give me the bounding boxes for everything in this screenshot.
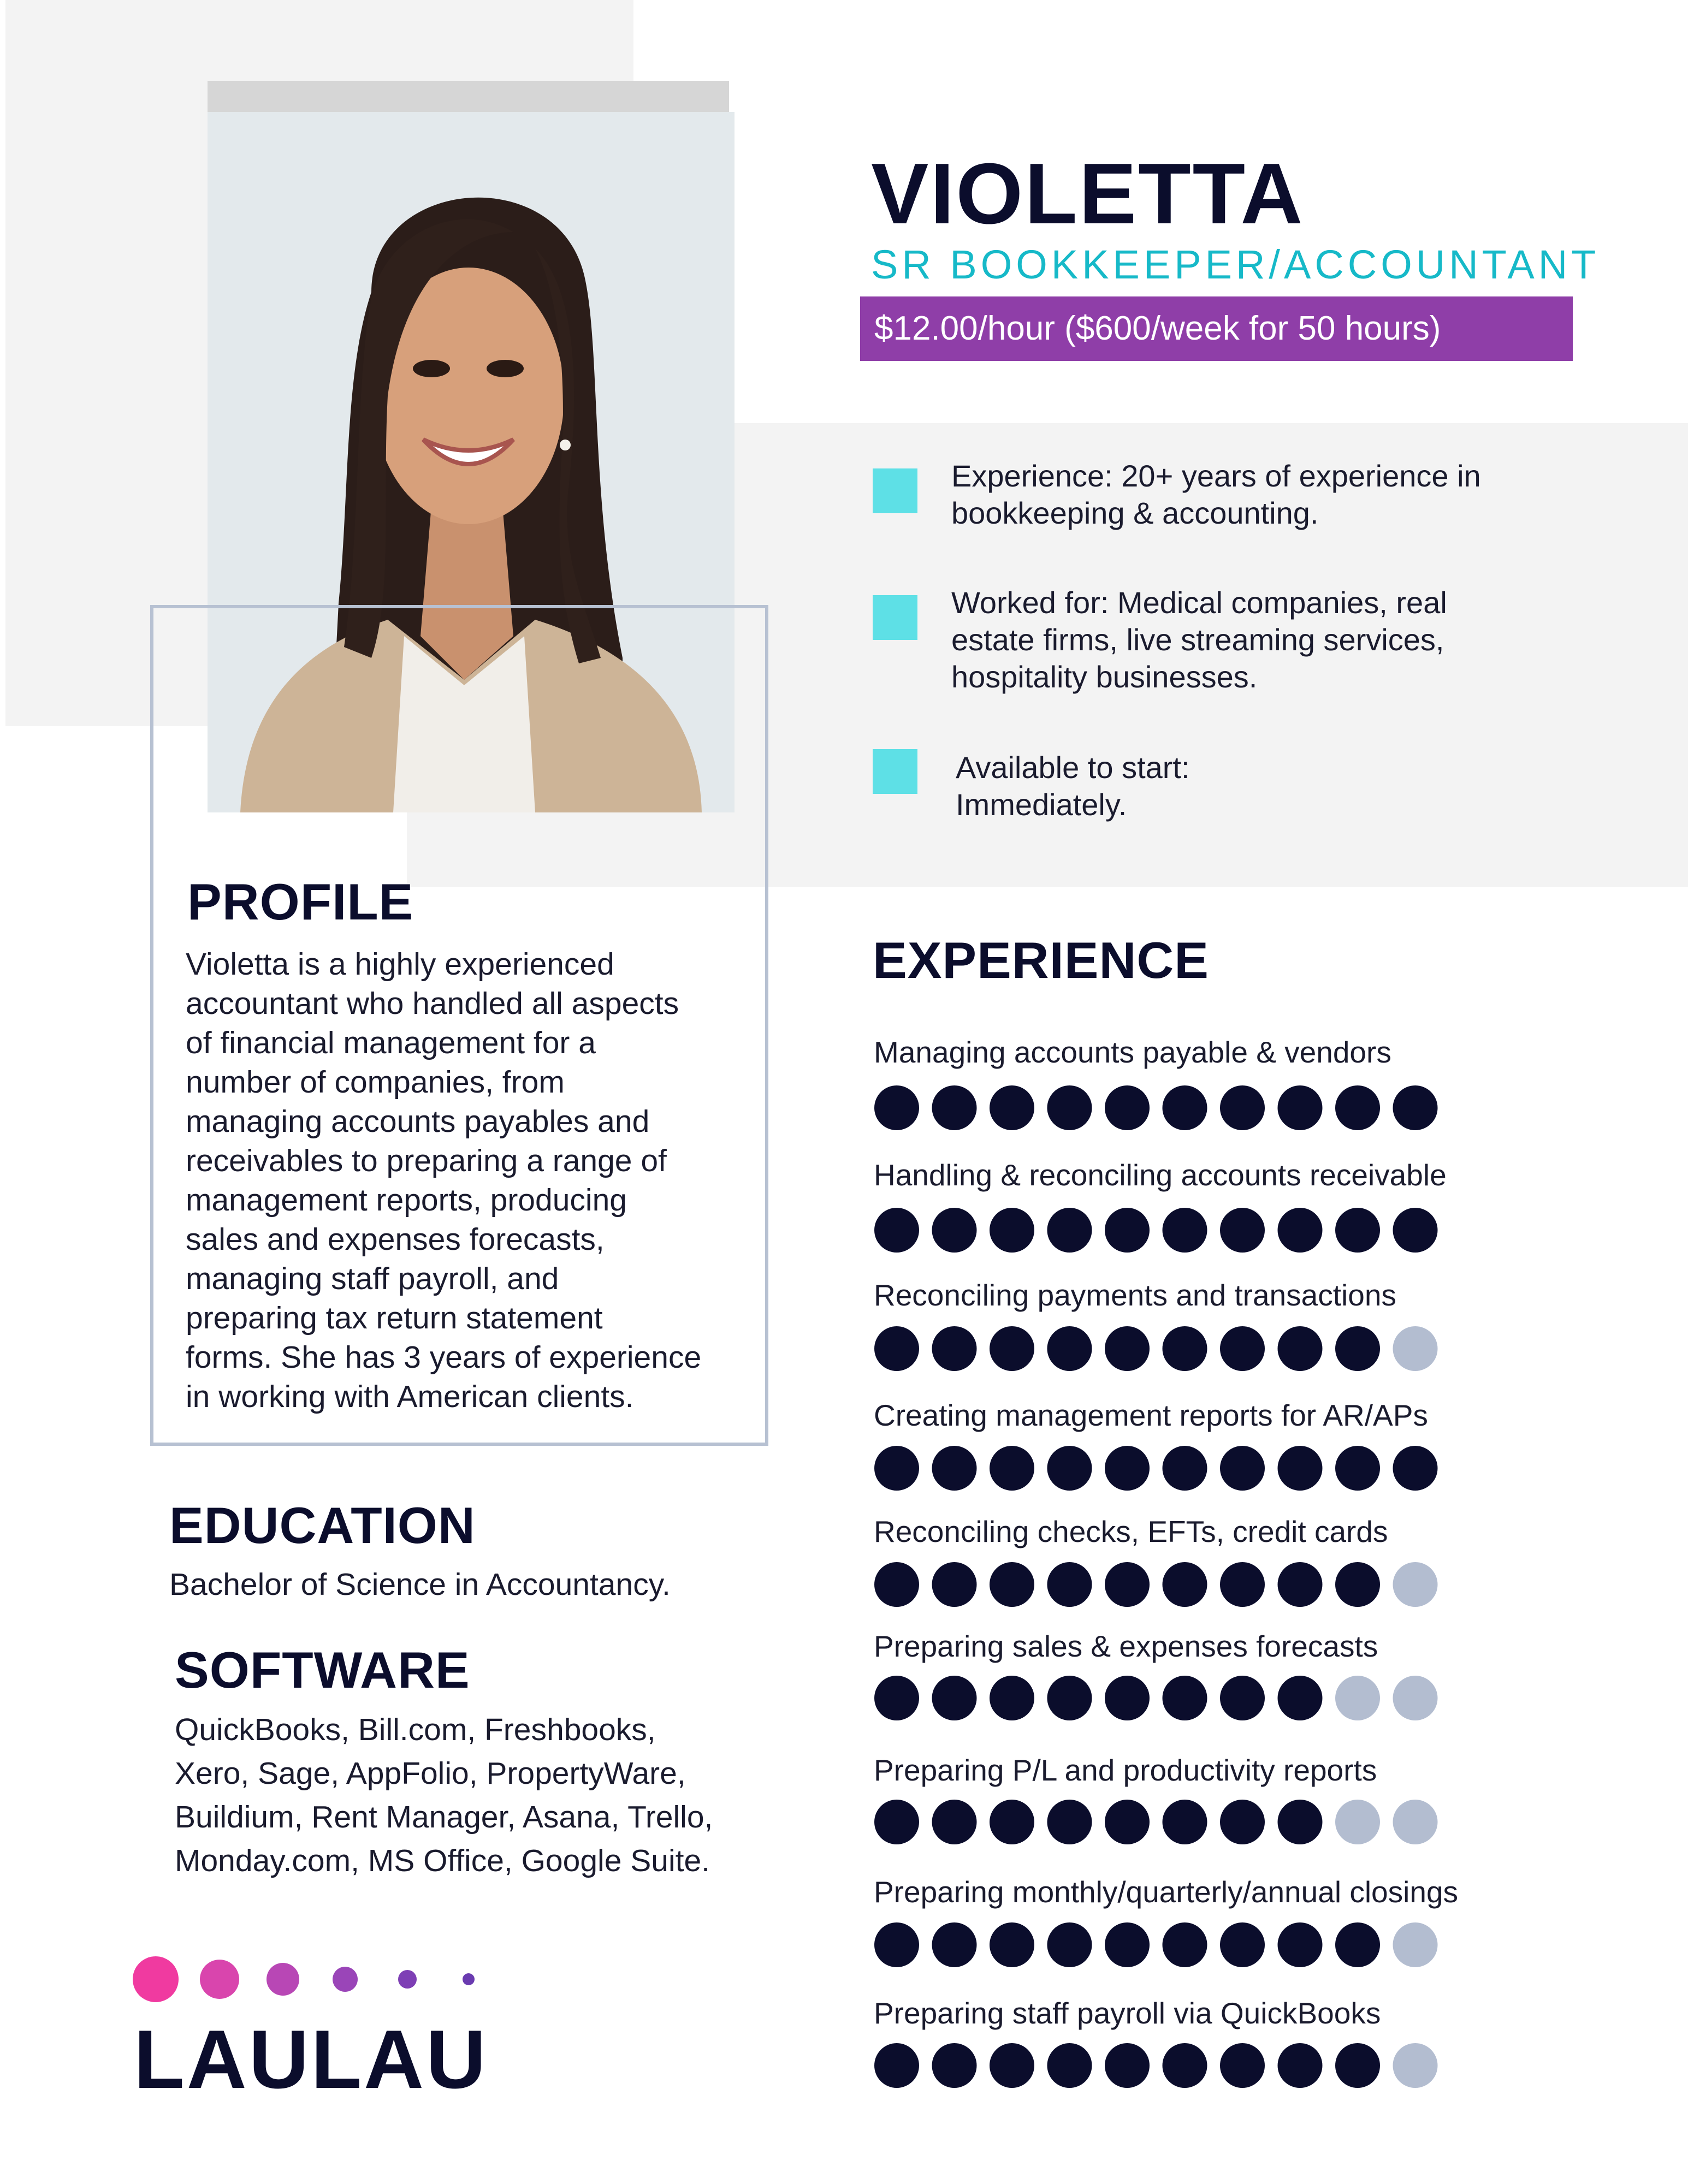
rating-dot-filled	[1220, 1446, 1265, 1491]
rating-dot-filled	[932, 1208, 977, 1253]
rating-dot-filled	[932, 1676, 977, 1720]
rating-dot-filled	[932, 1922, 977, 1967]
rating-dot-filled	[1105, 1446, 1150, 1491]
profile-line: forms. She has 3 years of experience	[186, 1340, 702, 1375]
company-logo: LAULAU	[134, 2013, 488, 2106]
rating-dot-filled	[1278, 1085, 1323, 1130]
rating-dot-filled	[1220, 1922, 1265, 1967]
skill-label: Preparing P/L and productivity reports	[874, 1753, 1377, 1787]
rate-badge: $12.00/hour ($600/week for 50 hours)	[860, 296, 1573, 361]
rating-dots	[874, 2043, 1447, 2088]
rating-dots	[874, 1326, 1447, 1372]
rating-dot-filled	[990, 1326, 1034, 1371]
rating-dot-filled	[874, 1562, 919, 1607]
rating-dot-filled	[874, 1085, 919, 1130]
rating-dot-filled	[1335, 1446, 1380, 1491]
skill-label: Preparing monthly/quarterly/annual closings	[874, 1875, 1459, 1909]
rating-dot-filled	[1335, 1208, 1380, 1253]
logo-dot	[463, 1973, 475, 1985]
rating-dot-filled	[990, 2043, 1034, 2088]
rating-dot-filled	[990, 1800, 1034, 1844]
highlight-experience-line-1: Experience: 20+ years of experience in	[951, 459, 1481, 493]
rating-dot-filled	[932, 1800, 977, 1844]
rating-dot-filled	[1278, 1208, 1323, 1253]
rating-dot-filled	[1393, 1446, 1438, 1491]
rating-dot-empty	[1393, 1922, 1438, 1967]
skill-rating	[874, 1207, 1447, 1253]
rating-dot-empty	[1393, 1562, 1438, 1607]
logo-dots-icon	[131, 1955, 491, 2004]
rating-dot-filled	[1105, 1676, 1150, 1720]
profile-line: of financial management for a	[186, 1025, 596, 1060]
candidate-role: SR BOOKKEEPER/ACCOUNTANT	[871, 242, 1600, 287]
profile-title: PROFILE	[187, 873, 414, 930]
skill-rating	[874, 1799, 1447, 1845]
skill-rating	[874, 1085, 1447, 1131]
rating-dots	[874, 1085, 1447, 1131]
profile-line: Violetta is a highly experienced	[186, 947, 614, 982]
rating-dot-filled	[1105, 1326, 1150, 1371]
rating-dot-filled	[1278, 2043, 1323, 2088]
profile-line: managing accounts payables and	[186, 1104, 650, 1139]
skill-label: Preparing staff payroll via QuickBooks	[874, 1996, 1381, 2030]
rating-dot-filled	[874, 1800, 919, 1844]
software-line: Buildium, Rent Manager, Asana, Trello,	[175, 1800, 713, 1835]
rating-dot-filled	[874, 1208, 919, 1253]
rating-dot-filled	[874, 2043, 919, 2088]
rating-dot-empty	[1393, 1800, 1438, 1844]
rating-dot-filled	[1278, 1800, 1323, 1844]
rating-dot-filled	[990, 1676, 1034, 1720]
rating-dot-empty	[1393, 1326, 1438, 1371]
rating-dot-filled	[1047, 1085, 1092, 1130]
highlight-bullet-icon	[873, 468, 917, 513]
rating-dot-filled	[1335, 1085, 1380, 1130]
rating-dots	[874, 1675, 1447, 1721]
rating-dot-filled	[1163, 1676, 1207, 1720]
highlight-experience-line-2: bookkeeping & accounting.	[951, 496, 1319, 530]
rating-dot-filled	[1393, 1085, 1438, 1130]
rating-dot-filled	[1105, 2043, 1150, 2088]
rating-dot-filled	[1163, 1562, 1207, 1607]
rating-dot-empty	[1393, 2043, 1438, 2088]
rating-dot-filled	[990, 1922, 1034, 1967]
rating-dot-filled	[1335, 1922, 1380, 1967]
rating-dot-filled	[1220, 1800, 1265, 1844]
skill-rating	[874, 1922, 1447, 1968]
rating-dot-filled	[1047, 1446, 1092, 1491]
profile-line: receivables to preparing a range of	[186, 1143, 667, 1178]
skill-label: Handling & reconciling accounts receivable	[874, 1158, 1447, 1192]
rating-dot-filled	[1393, 1208, 1438, 1253]
rating-dot-filled	[1105, 1208, 1150, 1253]
rating-dot-filled	[1220, 1208, 1265, 1253]
rating-dot-filled	[1047, 1922, 1092, 1967]
skill-rating	[874, 1562, 1447, 1607]
rating-dot-filled	[874, 1326, 919, 1371]
rating-dots	[874, 1922, 1447, 1968]
skill-label: Managing accounts payable & vendors	[874, 1035, 1391, 1069]
skill-rating	[874, 1326, 1447, 1372]
rating-dots	[874, 1562, 1447, 1607]
rating-dot-filled	[1163, 1800, 1207, 1844]
rating-dot-empty	[1393, 1676, 1438, 1720]
rating-dot-filled	[1163, 2043, 1207, 2088]
rating-dot-filled	[1047, 2043, 1092, 2088]
skill-label: Reconciling checks, EFTs, credit cards	[874, 1515, 1388, 1548]
rating-dot-filled	[932, 2043, 977, 2088]
logo-dot	[133, 1956, 179, 2002]
highlight-worked-for-line-2: estate firms, live streaming services,	[951, 622, 1444, 657]
rating-dot-filled	[1047, 1676, 1092, 1720]
rating-dot-filled	[1278, 1562, 1323, 1607]
rating-dot-filled	[1047, 1800, 1092, 1844]
highlight-availability-line-1: Available to start:	[956, 750, 1190, 785]
education-title: EDUCATION	[169, 1497, 476, 1554]
rating-dot-filled	[932, 1085, 977, 1130]
profile-line: management reports, producing	[186, 1183, 627, 1218]
software-line: QuickBooks, Bill.com, Freshbooks,	[175, 1712, 656, 1747]
highlight-bullet-icon	[873, 595, 917, 640]
profile-line: accountant who handled all aspects	[186, 986, 679, 1021]
rating-dot-filled	[990, 1446, 1034, 1491]
rating-dot-filled	[1105, 1800, 1150, 1844]
rating-dot-filled	[1220, 1326, 1265, 1371]
rating-dot-filled	[1105, 1085, 1150, 1130]
profile-line: preparing tax return statement	[186, 1301, 603, 1336]
logo-dot	[200, 1960, 239, 1999]
skill-label: Creating management reports for AR/APs	[874, 1398, 1428, 1432]
rating-dot-filled	[874, 1446, 919, 1491]
rating-dot-filled	[990, 1208, 1034, 1253]
rating-dots	[874, 1445, 1447, 1491]
rating-dot-filled	[1163, 1326, 1207, 1371]
logo-dot	[398, 1970, 417, 1989]
education-text: Bachelor of Science in Accountancy.	[169, 1567, 671, 1602]
rating-dot-empty	[1335, 1800, 1380, 1844]
logo-dot	[333, 1967, 358, 1992]
rating-dot-filled	[1335, 1562, 1380, 1607]
rating-dot-filled	[932, 1562, 977, 1607]
rating-dot-filled	[1335, 1326, 1380, 1371]
highlight-worked-for-line-1: Worked for: Medical companies, real	[951, 585, 1447, 620]
logo-dot	[266, 1963, 299, 1996]
rating-dot-filled	[1220, 1676, 1265, 1720]
skill-label: Preparing sales & expenses forecasts	[874, 1629, 1378, 1663]
rating-dot-filled	[990, 1562, 1034, 1607]
rating-dot-filled	[1220, 1085, 1265, 1130]
rating-dot-filled	[1220, 2043, 1265, 2088]
highlight-availability-line-2: Immediately.	[956, 787, 1127, 822]
rating-dot-filled	[1163, 1922, 1207, 1967]
skill-label: Reconciling payments and transactions	[874, 1278, 1396, 1312]
rating-dot-filled	[1105, 1562, 1150, 1607]
highlight-worked-for-line-3: hospitality businesses.	[951, 660, 1258, 694]
profile-line: in working with American clients.	[186, 1379, 634, 1414]
profile-line: managing staff payroll, and	[186, 1261, 559, 1296]
rating-dot-filled	[1105, 1922, 1150, 1967]
software-line: Monday.com, MS Office, Google Suite.	[175, 1843, 710, 1878]
skill-rating	[874, 1445, 1447, 1491]
software-title: SOFTWARE	[175, 1641, 470, 1699]
skill-rating	[874, 2043, 1447, 2088]
rating-dot-filled	[1335, 2043, 1380, 2088]
rating-dot-filled	[932, 1326, 977, 1371]
experience-title: EXPERIENCE	[873, 931, 1209, 989]
rating-dot-filled	[1278, 1922, 1323, 1967]
rating-dot-filled	[1163, 1085, 1207, 1130]
rating-dot-filled	[874, 1922, 919, 1967]
rating-dot-empty	[1335, 1676, 1380, 1720]
rating-dots	[874, 1799, 1447, 1845]
profile-text	[186, 945, 759, 1416]
candidate-name: VIOLETTA	[871, 146, 1305, 242]
rating-dot-filled	[1047, 1326, 1092, 1371]
skill-rating	[874, 1675, 1447, 1721]
rating-dot-filled	[1163, 1446, 1207, 1491]
software-text	[175, 1708, 713, 1883]
rating-dot-filled	[874, 1676, 919, 1720]
rating-dot-filled	[932, 1446, 977, 1491]
rating-dots	[874, 1207, 1447, 1253]
rating-dot-filled	[1278, 1676, 1323, 1720]
rating-dot-filled	[1047, 1562, 1092, 1607]
profile-line: sales and expenses forecasts,	[186, 1222, 605, 1257]
software-line: Xero, Sage, AppFolio, PropertyWare,	[175, 1756, 686, 1791]
highlight-bullet-icon	[873, 749, 917, 794]
rating-dot-filled	[1163, 1208, 1207, 1253]
rating-dot-filled	[1047, 1208, 1092, 1253]
rating-dot-filled	[1278, 1446, 1323, 1491]
profile-line: number of companies, from	[186, 1065, 565, 1100]
rating-dot-filled	[1278, 1326, 1323, 1371]
rating-dot-filled	[1220, 1562, 1265, 1607]
rating-dot-filled	[990, 1085, 1034, 1130]
